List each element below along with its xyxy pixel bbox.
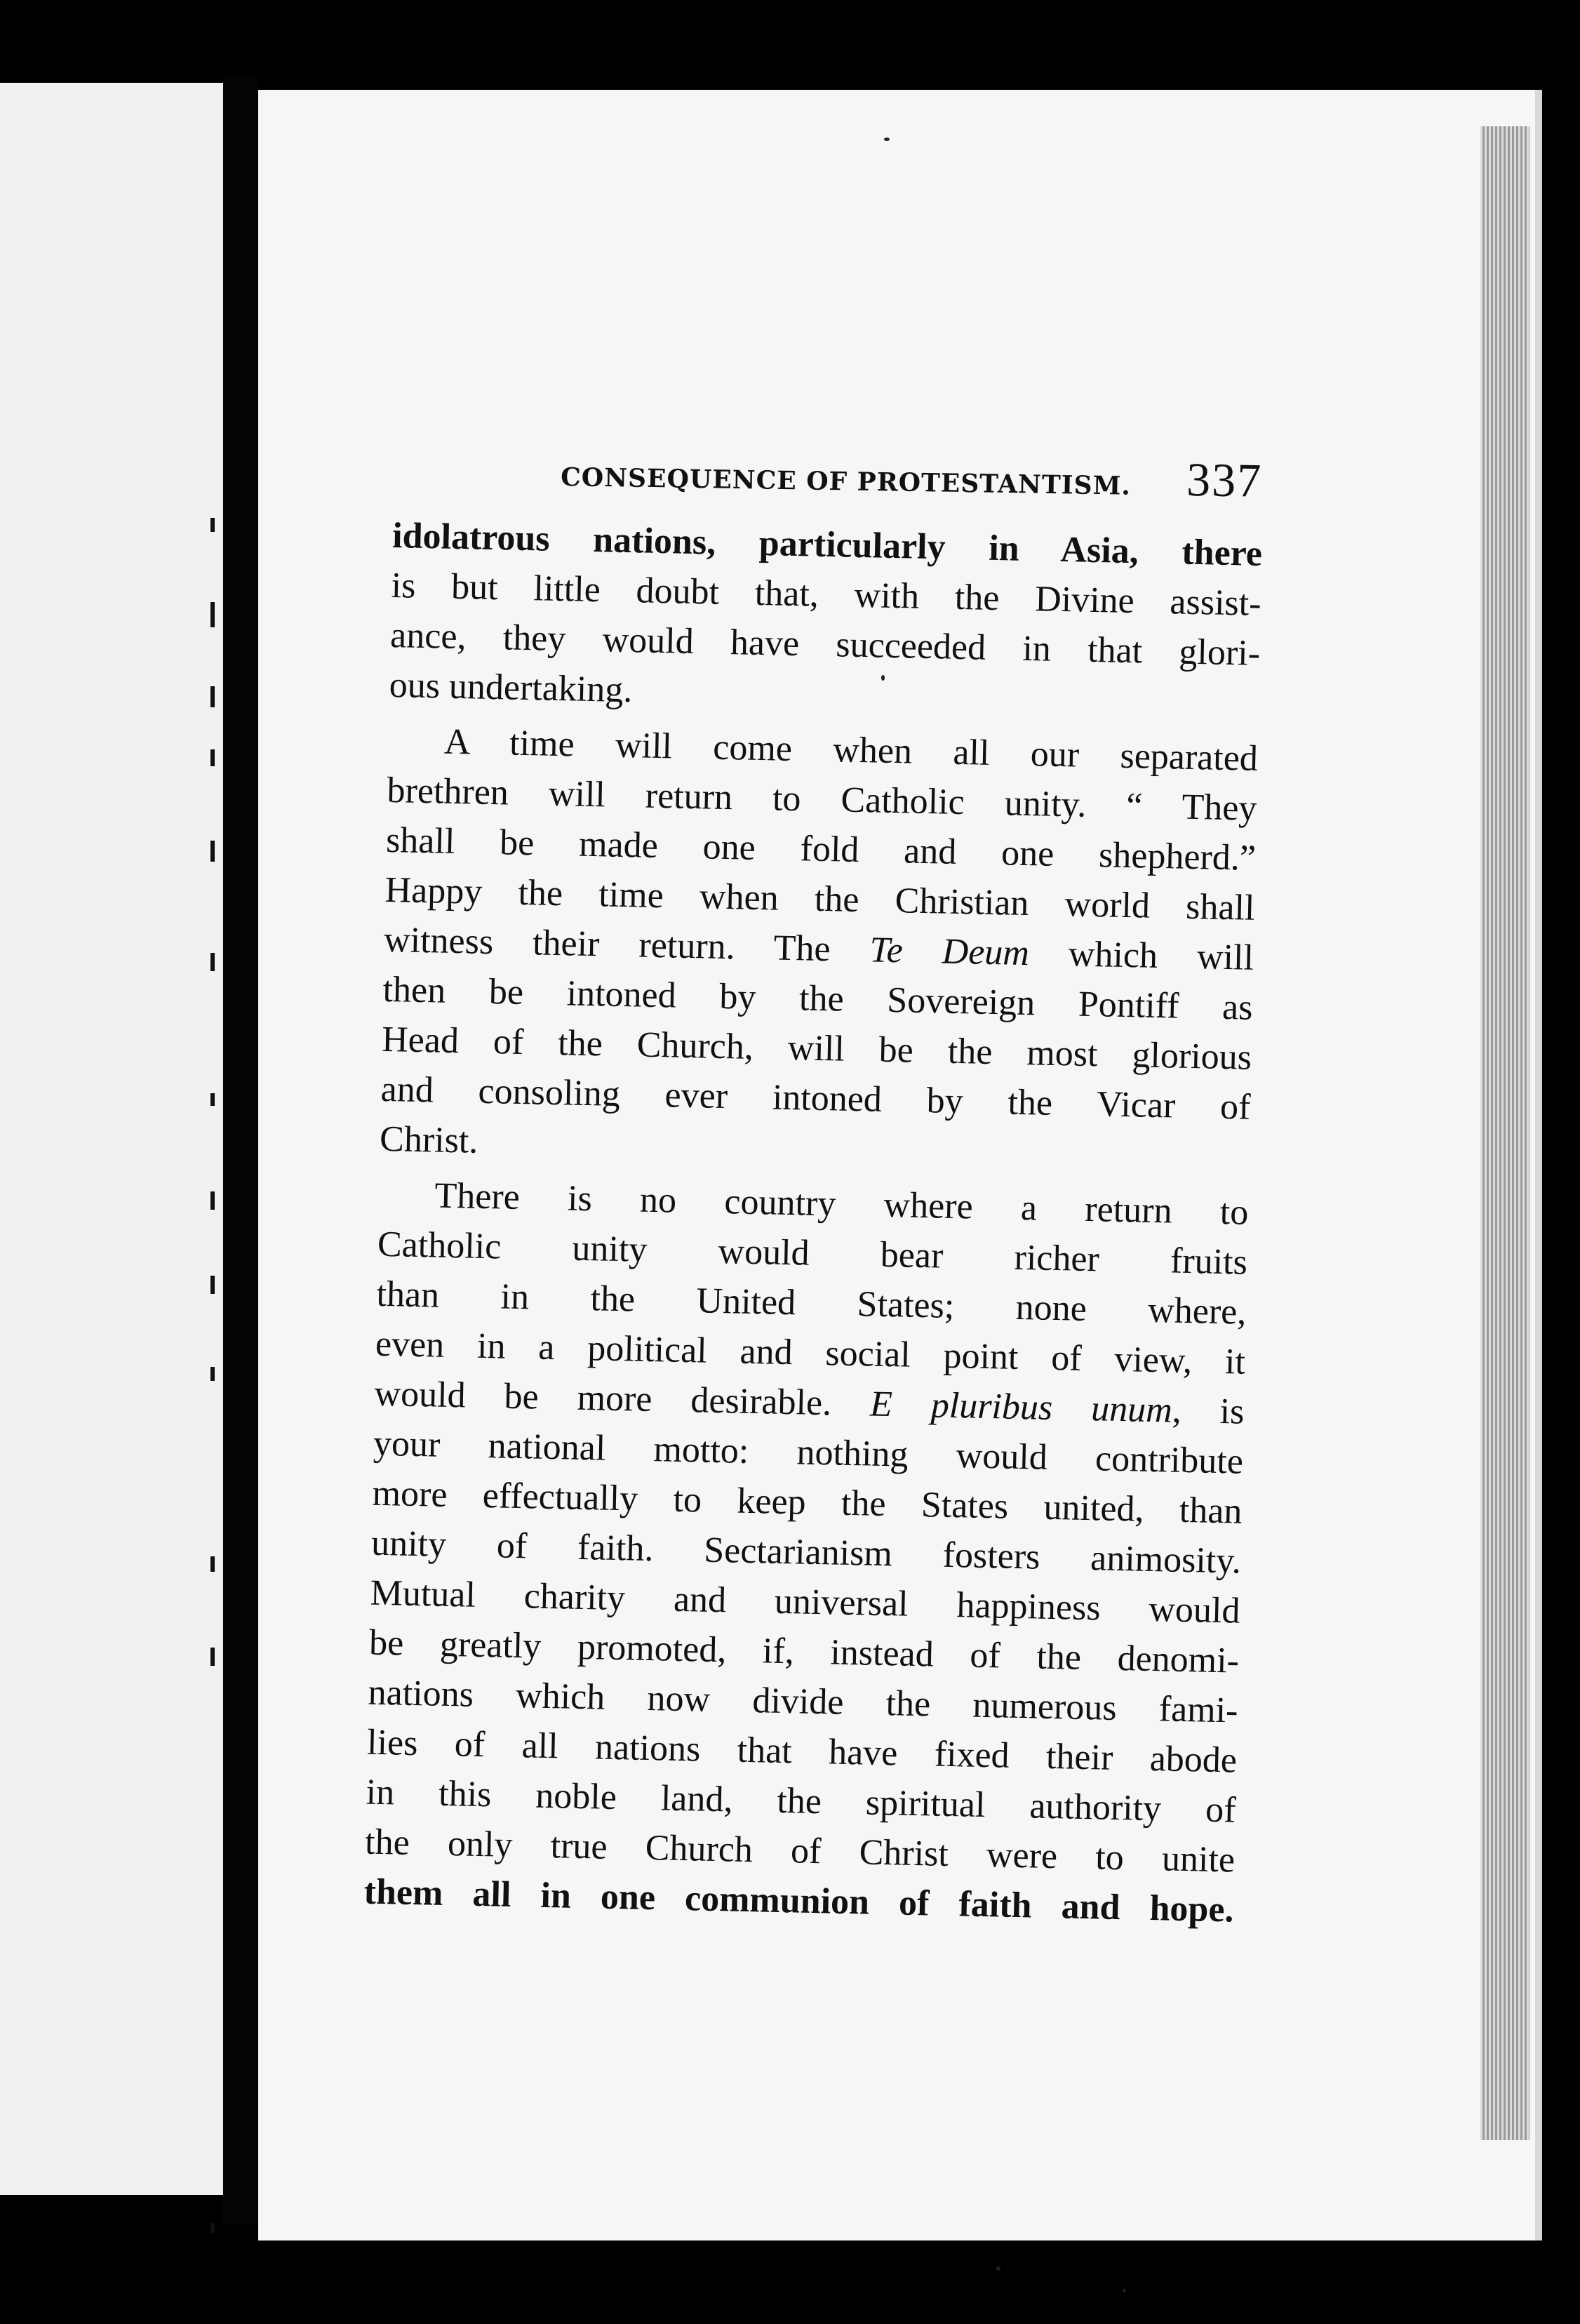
- scan-speck: [1123, 2289, 1126, 2292]
- running-title: CONSEQUENCE OF PROTESTANTISM.: [560, 462, 1132, 501]
- text-line: your national motto: nothing would contribute: [373, 1423, 1244, 1482]
- text-line: be greatly promoted, if, instead of the denomi-: [368, 1622, 1240, 1681]
- running-head: [560, 442, 1263, 507]
- text-line: Catholic unity would bear richer fruits: [377, 1224, 1248, 1283]
- text-line: then be intoned by the Sovereign Pontiff as: [382, 969, 1254, 1028]
- facing-page-fragment: [210, 1093, 215, 1106]
- text-line: idolatrous nations, particularly in Asia, there: [391, 515, 1263, 574]
- text-line: witness their return. The Te Deum which will: [383, 919, 1254, 978]
- page-edges: [1480, 126, 1529, 2140]
- facing-page-fragment: [210, 1367, 215, 1381]
- italic-phrase: E pluribus unum: [869, 1384, 1173, 1431]
- body-text: [363, 511, 1263, 1941]
- text-line: ance, they would have succeeded in that glori-: [389, 615, 1261, 674]
- text-line: even in a political and social point of view, it: [375, 1323, 1246, 1382]
- scan-speck: [996, 2266, 1000, 2271]
- text-line: ous undertaking.: [389, 665, 633, 711]
- text-line: Head of the Church, will be the most glorious: [381, 1019, 1252, 1078]
- text-line: brethren will return to Catholic unity. “ They: [387, 770, 1257, 829]
- facing-page-fragment: [210, 518, 215, 532]
- book-gutter: [223, 77, 258, 2224]
- text-line: in this noble land, the spiritual authority of: [366, 1772, 1237, 1831]
- facing-page: [0, 83, 223, 2195]
- paragraph-1: [389, 511, 1263, 728]
- facing-page-fragment: [210, 1556, 215, 1572]
- text-line: would be more desirable. E pluribus unum, is: [374, 1373, 1245, 1432]
- facing-page-fragment: [210, 1276, 215, 1294]
- facing-page-fragment: [210, 953, 215, 971]
- facing-page-fragment: [210, 841, 215, 862]
- text-line: nations which now divide the numerous fami-: [368, 1672, 1239, 1731]
- text-line: There is no country where a return to: [434, 1175, 1249, 1233]
- page-number: 337: [1186, 453, 1263, 507]
- text-line: shall be made one fold and one shepherd.”: [385, 820, 1257, 879]
- facing-page-fragment: [210, 1648, 215, 1666]
- text-line: than in the United States; none where,: [376, 1274, 1247, 1333]
- text-line: more effectually to keep the States united, than: [372, 1473, 1243, 1532]
- text-line: A time will come when all our separated: [443, 721, 1259, 779]
- facing-page-fragment: [210, 686, 215, 707]
- scan-speck: [881, 675, 885, 681]
- text-line: unity of faith. Sectarianism fosters animosity.: [370, 1523, 1242, 1582]
- text-line: Happy the time when the Christian world shall: [384, 869, 1256, 928]
- text-line: and consoling ever intoned by the Vicar of: [380, 1069, 1252, 1128]
- scan-speck: [884, 138, 890, 141]
- text-line: Christ.: [379, 1118, 478, 1161]
- paragraph-2: [380, 716, 1259, 1182]
- facing-page-fragment: [210, 602, 215, 627]
- facing-page-fragment: [210, 749, 215, 766]
- paragraph-3: [363, 1170, 1249, 1935]
- text-line: lies of all nations that have fixed their abode: [366, 1722, 1238, 1781]
- text-line: is but little doubt that, with the Divine assist-: [391, 565, 1262, 624]
- italic-phrase: Te Deum: [869, 930, 1030, 974]
- text-line: Mutual charity and universal happiness would: [370, 1572, 1241, 1631]
- facing-page-fragment: [210, 2223, 215, 2233]
- facing-page-fragment: [210, 1191, 215, 1210]
- text-line: the only true Church of Christ were to unite: [364, 1822, 1236, 1881]
- text-line: them all in one communion of faith and hope.: [363, 1871, 1235, 1930]
